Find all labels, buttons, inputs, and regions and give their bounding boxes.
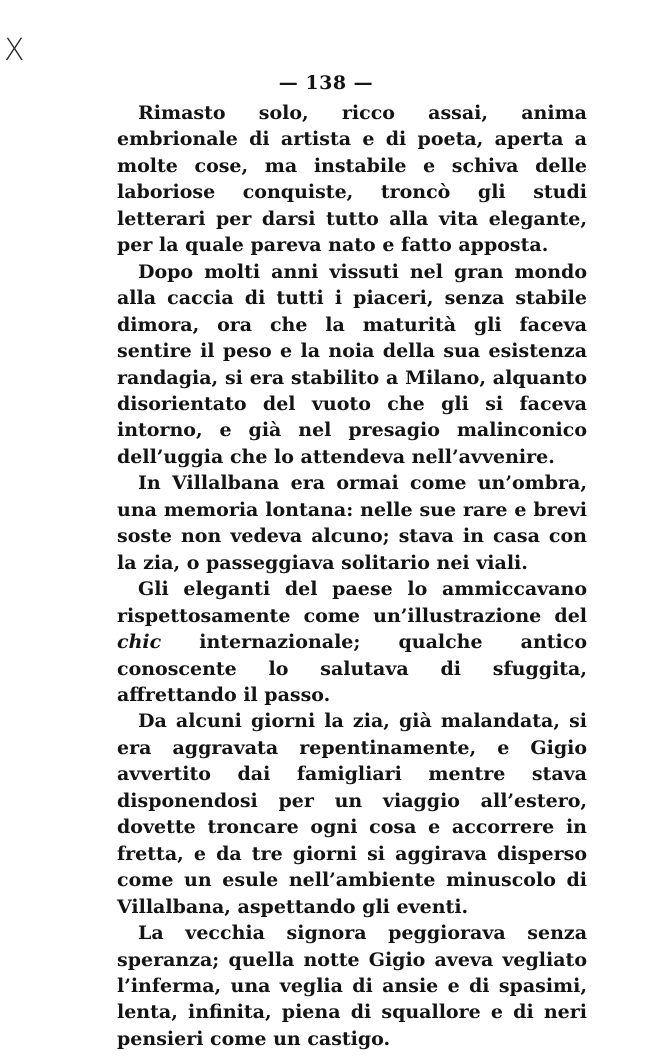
paragraph: Da alcuni giorni la zia, già malandata, si era aggravata repentinamente, e Gigio avvertito dai famigliari mentre stava disponendosi per un viaggio all’estero, dovette troncare ogni cosa e accorrere in fretta, e da tre giorni si aggirava disperso come un esule nell’ambiente minuscolo di Villalbana, aspettando gli eventi. — [117, 710, 587, 918]
margin-mark: X — [4, 33, 25, 68]
paragraph — [117, 576, 587, 708]
italic-word: chic — [117, 631, 162, 654]
paragraph-text: internazionale; qualche antico conoscente lo salutava di sfuggita, affrettando il passo. — [117, 631, 587, 706]
body-text — [117, 100, 587, 1052]
paragraph: In Villalbana era ormai come un’ombra, una memoria lontana: nelle sue rare e brevi soste non vedeva alcuno; stava in casa con la zia, o passeggiava solitario nei viali. — [117, 472, 587, 574]
page-number: — 138 — — [278, 72, 374, 94]
paragraph: La vecchia signora peggiorava senza speranza; quella notte Gigio aveva vegliato l’inferma, una veglia di ansie e di spasimi, lenta, infinita, piena di squallore e di neri pensieri come un castigo. — [117, 922, 587, 1050]
paragraph-text: Gli eleganti del paese lo ammiccavano rispettosamente come un’illustrazione del — [117, 578, 587, 627]
paragraph: Rimasto solo, ricco assai, anima embrionale di artista e di poeta, aperta a molte cose, ma instabile e schiva delle laboriose conquiste, troncò gli studi letterari per darsi tutto alla vita elegante, per la quale pareva nato e fatto apposta. — [117, 102, 587, 257]
paragraph: Dopo molti anni vissuti nel gran mondo alla caccia di tutti i piaceri, senza stabile dimora, ora che la maturità gli faceva sentire il peso e la noia della sua esistenza randagia, si era stabilito a Milano, alquanto disorientato del vuoto che gli si faceva intorno, e già nel presagio malinconico dell’uggia che lo attendeva nell’avvenire. — [117, 260, 587, 468]
